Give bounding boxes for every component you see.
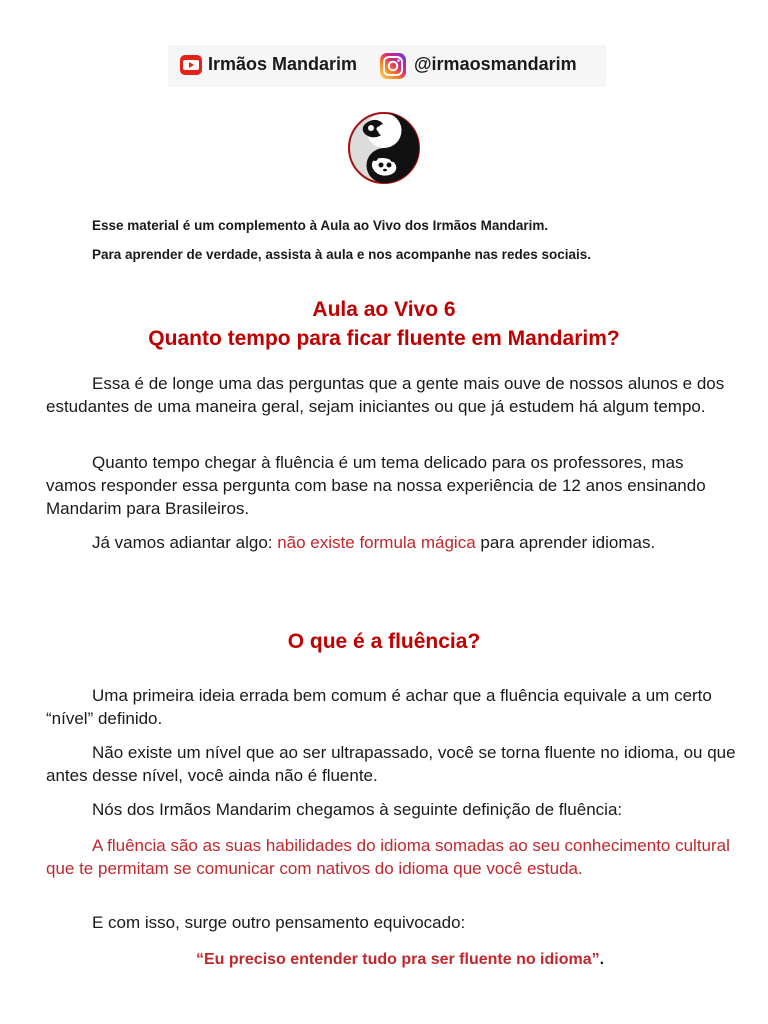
misconception-quote-text: “Eu preciso entender tudo pra ser fluente no idioma” [196, 951, 600, 968]
paragraph-7 [46, 911, 736, 934]
paragraph-2-text: Quanto tempo chegar à fluência é um tema delicado para os professores, mas vamos responder essa pergunta com base na nossa experiência de 12 anos ensinando Mandarim para Brasileiros. [46, 453, 706, 518]
yin-yang-panda-logo [346, 110, 422, 186]
section-heading-fluency: O que é a fluência? [287, 630, 481, 653]
fluency-definition-text: A fluência são as suas habilidades do idioma somadas ao seu conhecimento cultural que te permitam se comunicar com nativos do idioma que você estuda. [46, 836, 730, 878]
paragraph-6 [46, 798, 736, 821]
youtube-channel-name[interactable]: Irmãos Mandarim [208, 54, 358, 74]
paragraph-1 [46, 372, 736, 418]
paragraph-3-after: para aprender idiomas. [475, 533, 656, 552]
no-magic-formula-highlight: não existe formula mágica [277, 533, 476, 552]
paragraph-3-before: Já vamos adiantar algo: [92, 533, 278, 552]
paragraph-2 [46, 451, 736, 520]
lesson-subtitle: Quanto tempo para ficar fluente em Mandarim? [148, 327, 620, 350]
intro-line-2: Para aprender de verdade, assista à aula e nos acompanhe nas redes sociais. [92, 247, 591, 262]
social-header [168, 45, 606, 87]
paragraph-1-text: Essa é de longe uma das perguntas que a gente mais ouve de nossos alunos e dos estudantes de uma maneira geral, sejam iniciantes ou que já estudem há algum tempo. [46, 374, 725, 416]
instagram-icon [380, 53, 406, 79]
paragraph-5-text: Não existe um nível que ao ser ultrapassado, você se torna fluente no idioma, ou que antes desse nível, você ainda não é fluente. [46, 743, 736, 785]
paragraph-4-text: Uma primeira ideia errada bem comum é achar que a fluência equivale a um certo “nível” definido. [46, 686, 712, 728]
paragraph-5 [46, 741, 736, 787]
misconception-quote-end: . [599, 951, 605, 968]
fluency-definition [46, 834, 736, 880]
instagram-handle[interactable]: @irmaosmandarim [414, 54, 577, 74]
paragraph-4 [46, 684, 736, 730]
youtube-icon [180, 55, 202, 75]
paragraph-7-text: E com isso, surge outro pensamento equivocado: [92, 913, 466, 932]
lesson-title: Aula ao Vivo 6 [312, 298, 456, 321]
intro-line-1: Esse material é um complemento à Aula ao Vivo dos Irmãos Mandarim. [92, 218, 549, 233]
misconception-quote [196, 948, 736, 971]
paragraph-3 [46, 531, 736, 554]
paragraph-6-text: Nós dos Irmãos Mandarim chegamos à seguinte definição de fluência: [92, 800, 623, 819]
